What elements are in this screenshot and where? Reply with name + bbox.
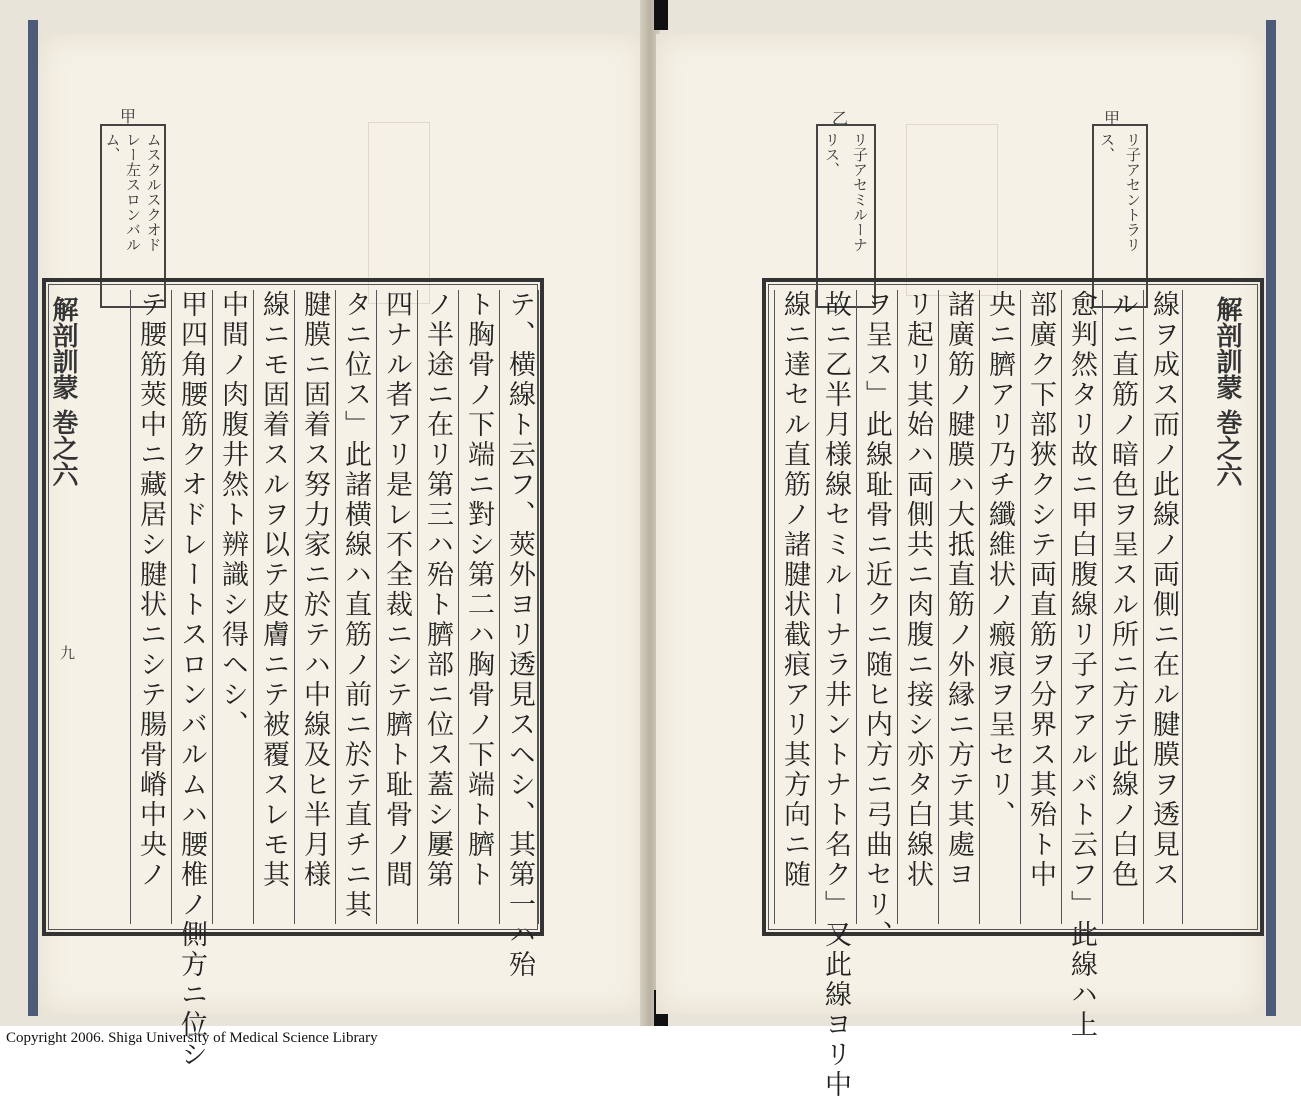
note-line: ス、 <box>1098 132 1116 162</box>
right-page <box>656 34 1263 1100</box>
text-column: ト胸骨ノ下端ニ對シ第二ハ胸骨ノ下端ト臍ト <box>458 290 497 924</box>
text-column: テ、横線ト云フ、莢外ヨリ透見スヘシ、其第一ハ殆 <box>499 290 539 924</box>
bleed-through <box>368 122 430 304</box>
text-column: ノ半途ニ在リ第三ハ殆ト臍部ニ位ス蓋シ屢第 <box>417 290 456 924</box>
left-note-line: ム、 <box>103 132 122 162</box>
note-line: リス、 <box>823 132 841 177</box>
right-cover-edge <box>1266 20 1276 1016</box>
left-note-mark: 甲 <box>120 107 137 126</box>
text-column: 甲四角腰筋クオドレートスロンバルムハ腰椎ノ側方ニ位シ <box>171 290 210 924</box>
text-column: 腱膜ニ固着ス努力家ニ於テハ中線及ヒ半月様 <box>294 290 333 924</box>
text-column: リ起リ其始ハ両側共ニ肉腹ニ接シ亦タ白線状 <box>897 290 936 924</box>
text-column: ルニ直筋ノ暗色ヲ呈スル所ニ方テ此線ノ白色 <box>1102 290 1141 924</box>
text-column: 故ニ乙半月様線セミルーナラ井ントナト名ク」又此線ヨリ中 <box>815 290 854 924</box>
text-column: タニ位ス」此諸横線ハ直筋ノ前ニ於テ直チニ其 <box>335 290 374 924</box>
text-column: 部廣ク下部狹クシテ両直筋ヲ分界ス其殆ト中 <box>1020 290 1059 924</box>
left-note-line: レー左スロンバル <box>123 132 142 252</box>
bleed-through <box>906 124 998 296</box>
note-line: リ子アセントラリ <box>1124 132 1142 252</box>
text-column: 線ニ達セル直筋ノ諸腱状截痕アリ其方向ニ随 <box>774 290 813 924</box>
text-column: 央ニ臍アリ乃チ纖維状ノ瘢痕ヲ呈セリ、 <box>979 290 1018 924</box>
right-hashira: 解剖訓蒙 巻之六 <box>1212 296 1242 488</box>
right-text-frame <box>762 278 1264 1100</box>
right-note-mark-ko: 甲 <box>1104 109 1121 128</box>
right-note-mark-otsu: 乙 <box>832 109 849 128</box>
text-column: 中間ノ肉腹井然ト辨識シ得ヘシ、 <box>212 290 251 924</box>
left-hashira: 解剖訓蒙 巻之六 <box>48 296 78 488</box>
copyright-notice: Copyright 2006. Shiga University of Medical Science Library <box>6 1030 378 1046</box>
text-column: 四ナル者アリ是レ不全裁ニシテ臍ト耻骨ノ間 <box>376 290 415 924</box>
text-column: 諸廣筋ノ腱膜ハ大抵直筋ノ外縁ニ方テ其處ヨ <box>938 290 977 924</box>
text-column: ヲ呈ス」此線耻骨ニ近クニ随ヒ内方ニ弓曲セリ、 <box>856 290 895 924</box>
left-cover-edge <box>28 20 38 1016</box>
folio-number: 九 <box>60 644 76 662</box>
text-column: 線ニモ固着スルヲ以テ皮膚ニテ被覆スレモ其 <box>253 290 292 924</box>
note-line: リ子アセミルーナ <box>851 132 869 252</box>
left-note-line: ムスクルスクオド <box>144 132 163 252</box>
text-column: 線ヲ成ス而ノ此線ノ両側ニ在ル腱膜ヲ透見ス <box>1143 290 1183 924</box>
text-column: 愈判然タリ故ニ甲白腹線リ子アアルバト云フ」此線ハ上 <box>1061 290 1100 924</box>
text-column: テ腰筋莢中ニ藏居シ腱状ニシテ腸骨嵴中央ノ <box>130 290 169 924</box>
ribbon-top <box>654 0 668 30</box>
